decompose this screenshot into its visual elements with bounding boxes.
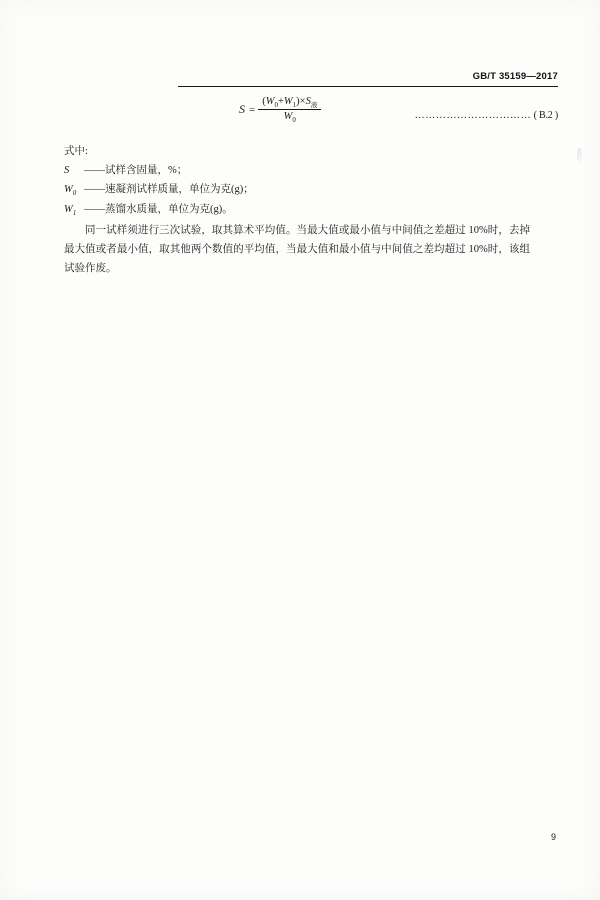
page-header [178,66,558,87]
num-close-paren: ) [296,96,300,107]
formula-expression [239,96,321,123]
formula-numerator [258,96,321,109]
definition-symbol [64,180,84,200]
num-factor: S [305,96,311,107]
definition-text: ——试样含固量，%； [84,165,188,176]
definition-symbol [64,200,84,220]
equation-number-group [415,110,558,121]
definition-symbol: S [64,165,70,176]
definition-text: ——速凝剂试样质量，单位为克(g)； [84,184,254,195]
formula-equals: = [249,103,256,116]
leader-dots: …………………………… [414,110,532,121]
equation-number: ( B.2 ) [533,110,558,121]
definition-symbol-letter: W [64,204,73,215]
num-factor-sub: 液 [310,101,318,109]
body-text [64,142,534,278]
scan-artifact [577,148,582,162]
where-label: 式中: [64,146,88,157]
body-paragraph: 同一试样须进行三次试验，取其算术平均值。当最大值或最小值与中间值之差超过 10%时，去掉最大值或者最小值，取其他两个数值的平均值，当最大值和最小值与中间值之差均超过 10%时，该组试验作废。 [64,225,530,274]
formula-denominator [280,110,300,123]
definition-symbol-sub: 1 [72,208,77,217]
definition-text: ——蒸馏水质量，单位为克(g)。 [84,204,233,215]
definition-symbol-sub: 0 [72,188,77,197]
num-times: × [299,96,306,107]
formula-block [64,96,558,136]
num-term1: W [265,96,275,107]
num-plus: + [277,96,284,107]
num-open-paren: ( [262,96,266,107]
den-term-sub: 0 [292,115,296,124]
num-term2: W [283,96,293,107]
den-term: W [283,111,293,123]
formula-lhs: S [239,102,245,117]
definition-symbol-letter: W [64,184,73,195]
num-term1-sub: 0 [274,100,278,109]
page-number: 9 [550,832,556,842]
definition-item [64,180,534,200]
standard-number: GB/T 35159—2017 [472,71,558,82]
definition-item [64,161,534,180]
header-rule [178,86,558,87]
num-term2-sub: 1 [292,100,297,109]
formula-fraction [258,96,321,123]
definition-item [64,200,534,220]
